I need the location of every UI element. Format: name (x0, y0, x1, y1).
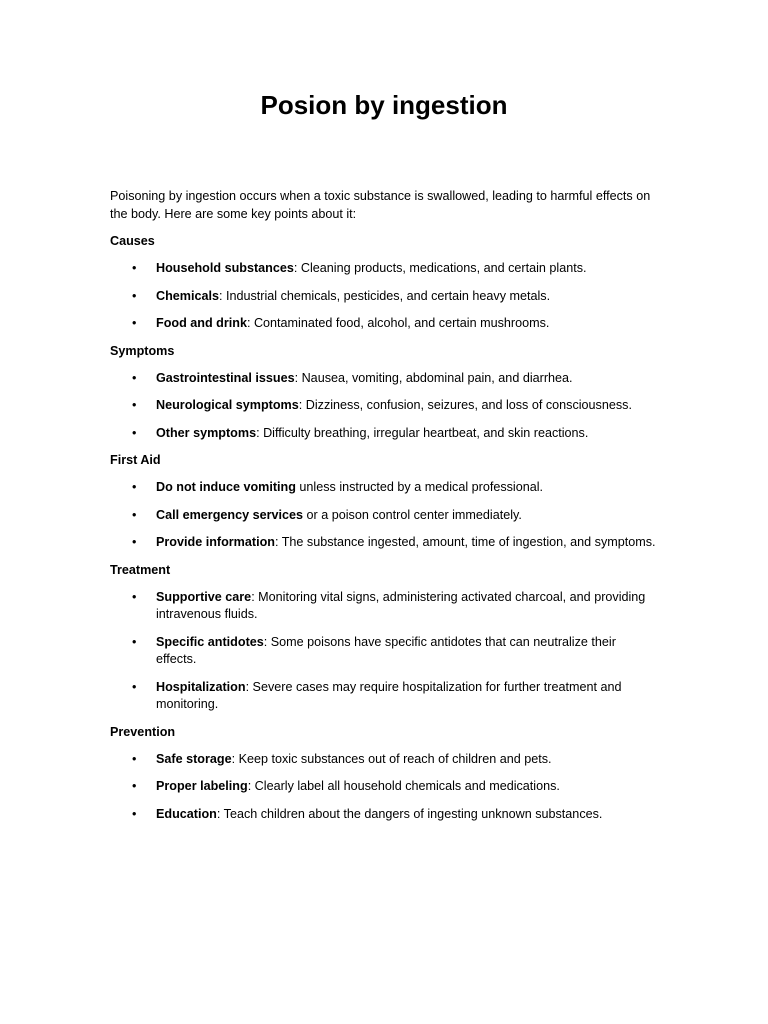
item-text: : Monitoring vital signs, administering activated charcoal, and providing intravenous fluids. (156, 589, 646, 621)
item-text: : Industrial chemicals, pesticides, and certain heavy metals. (219, 288, 551, 303)
bullet-icon: • (132, 425, 137, 440)
bullet-icon: • (132, 779, 137, 793)
item-term: Food and drink (156, 316, 247, 330)
item-term: Specific antidotes (156, 634, 264, 649)
item-text: or a poison control center immediately. (303, 507, 522, 522)
list-item (110, 634, 658, 669)
item-text: : The substance ingested, amount, time of ingestion, and symptoms. (274, 535, 656, 549)
list-item (110, 260, 658, 278)
bullet-icon: • (132, 398, 137, 412)
section-prevention (110, 724, 658, 824)
bullet-icon: • (132, 806, 137, 821)
bullet-icon: • (132, 634, 137, 649)
page-title: Posion by ingestion (260, 90, 508, 120)
section-first-aid (110, 452, 658, 552)
item-term: Household substances (156, 261, 294, 275)
list-item (110, 589, 658, 624)
bullet-list (110, 260, 658, 333)
section-heading: Prevention (110, 724, 176, 739)
list-item (110, 751, 658, 769)
bullet-icon: • (132, 316, 137, 330)
bullet-icon: • (132, 679, 137, 694)
item-term: Provide information (156, 535, 275, 549)
bullet-icon: • (132, 751, 137, 766)
list-item (110, 315, 658, 333)
section-causes (110, 233, 658, 333)
item-term: Gastrointestinal issues (156, 370, 295, 385)
item-term: Other symptoms (156, 425, 257, 440)
item-text: : Dizziness, confusion, seizures, and loss of consciousness. (298, 398, 632, 412)
item-term: Call emergency services (156, 507, 304, 522)
bullet-list (110, 370, 658, 443)
list-item (110, 479, 658, 497)
item-text: : Nausea, vomiting, abdominal pain, and diarrhea. (294, 370, 573, 385)
item-text: : Cleaning products, medications, and certain plants. (293, 261, 587, 275)
section-treatment (110, 562, 658, 714)
bullet-icon: • (132, 535, 137, 549)
item-term: Hospitalization (156, 679, 246, 694)
list-item (110, 806, 658, 824)
list-item (110, 534, 658, 552)
section-heading: Symptoms (110, 343, 175, 358)
item-term: Supportive care (156, 589, 252, 604)
bullet-icon: • (132, 589, 137, 604)
item-term: Neurological symptoms (156, 398, 299, 412)
item-text: : Contaminated food, alcohol, and certain mushrooms. (246, 316, 550, 330)
bullet-icon: • (132, 370, 137, 385)
intro-paragraph: Poisoning by ingestion occurs when a toxic substance is swallowed, leading to harmful effects on the body. Here are some key points about it: (110, 189, 651, 221)
item-term: Safe storage (156, 751, 232, 766)
item-term: Education (156, 806, 217, 821)
item-term: Do not induce vomiting (156, 480, 296, 494)
item-term: Proper labeling (156, 779, 248, 793)
list-item (110, 288, 658, 306)
list-item (110, 778, 658, 796)
item-text: : Difficulty breathing, irregular heartbeat, and skin reactions. (256, 425, 589, 440)
item-text: : Keep toxic substances out of reach of children and pets. (231, 751, 552, 766)
list-item (110, 370, 658, 388)
bullet-icon: • (132, 261, 137, 275)
bullet-list (110, 751, 658, 824)
list-item (110, 679, 658, 714)
bullet-list (110, 589, 658, 714)
section-heading: Causes (110, 234, 155, 248)
bullet-icon: • (132, 507, 137, 522)
item-term: Chemicals (156, 288, 219, 303)
bullet-icon: • (132, 288, 137, 303)
bullet-icon: • (132, 480, 137, 494)
item-text: : Clearly label all household chemicals and medications. (247, 779, 560, 793)
item-text: unless instructed by a medical professional. (295, 480, 544, 494)
list-item (110, 507, 658, 525)
section-symptoms (110, 343, 658, 443)
item-text: : Severe cases may require hospitalization for further treatment and monitoring. (156, 679, 622, 711)
list-item (110, 397, 658, 415)
item-text: : Some poisons have specific antidotes that can neutralize their effects. (156, 634, 616, 666)
item-text: : Teach children about the dangers of ingesting unknown substances. (216, 806, 603, 821)
bullet-list (110, 479, 658, 552)
list-item (110, 425, 658, 443)
section-heading: First Aid (110, 453, 161, 467)
section-heading: Treatment (110, 562, 171, 577)
